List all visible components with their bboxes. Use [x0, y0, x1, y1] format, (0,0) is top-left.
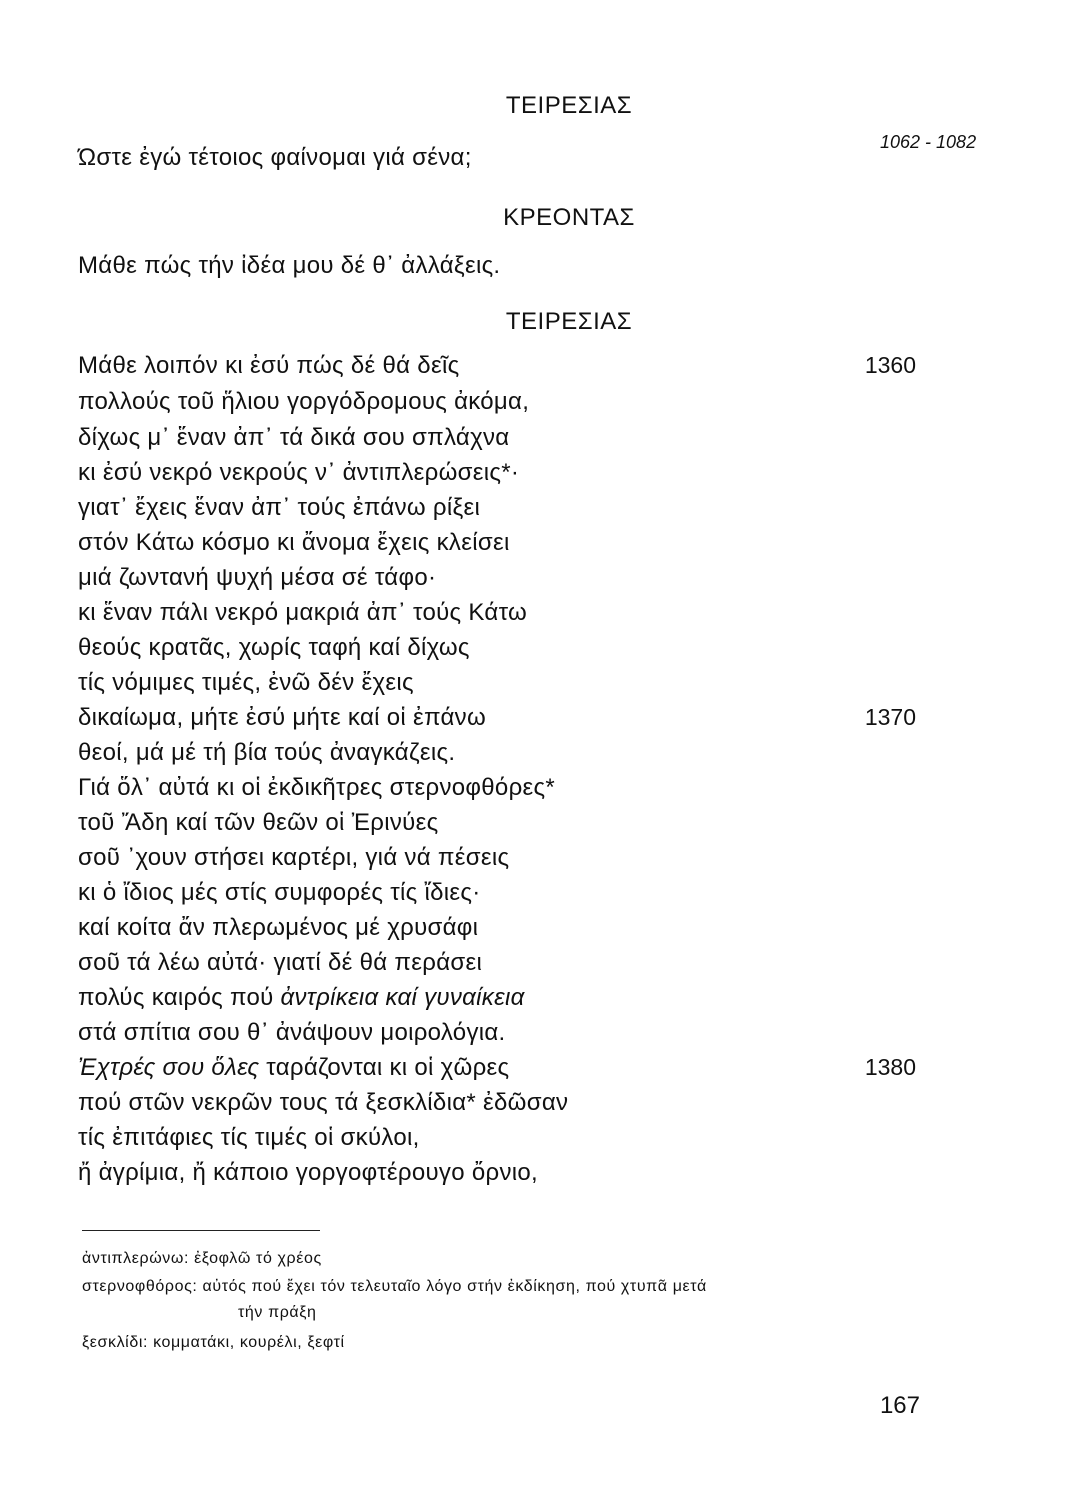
verse-text: πολύς καιρός πού — [78, 984, 281, 1011]
verse-line: Μάθε λοιπόν κι ἐσύ πώς δέ θά δεῖς — [78, 352, 460, 379]
verse-line: καί κοίτα ἄν πλερωμένος μέ χρυσάφι — [78, 914, 479, 941]
verse-text: ταράζονται κι οἱ χῶρες — [259, 1054, 510, 1081]
verse-line: πού στῶν νεκρῶν τους τά ξεσκλίδια* ἐδῶσαν — [78, 1089, 569, 1116]
speaker-heading: ΚΡΕΟΝΤΑΣ — [503, 204, 635, 231]
verse-text-italic: Ἐχτρές σου ὅλες — [78, 1054, 260, 1081]
verse-line: πολλούς τοῦ ἥλιου γοργόδρομους ἀκόμα, — [78, 388, 530, 415]
verse-line: σοῦ τά λέω αὐτά· γιατί δέ θά περάσει — [78, 949, 483, 976]
footnote: στερνοφθόρος: αὐτός πού ἔχει τόν τελευταῖο λόγο στήν ἐκδίκηση, πού χτυπᾶ μετά — [82, 1278, 707, 1295]
speaker-heading: ΤΕΙΡΕΣΙΑΣ — [505, 92, 633, 119]
verse-line: κι ἕναν πάλι νεκρό μακριά ἀπ᾽ τούς Κάτω — [78, 599, 528, 626]
verse-line: κι ἐσύ νεκρό νεκρούς ν᾽ ἀντιπλερώσεις*· — [78, 459, 520, 486]
footnote: ἀντιπλερώνω: ἐξοφλῶ τό χρέος — [82, 1250, 322, 1267]
footnote-continuation: τήν πράξη — [238, 1304, 317, 1321]
verse-line: τίς ἐπιτάφιες τίς τιμές οἱ σκύλοι, — [78, 1124, 420, 1151]
line-number: 1360 — [864, 352, 916, 378]
verse-reference: 1062 - 1082 — [880, 132, 977, 152]
verse-line: ἤ ἀγρίμια, ἤ κάποιο γοργοφτέρουγο ὄρνιο, — [78, 1159, 538, 1186]
verse-line: στά σπίτια σου θ᾽ ἀνάψουν μοιρολόγια. — [78, 1019, 506, 1046]
verse-line: Ώστε ἐγώ τέτοιος φαίνομαι γιά σένα; — [78, 144, 472, 171]
verse-line: δίχως μ᾽ ἕναν ἀπ᾽ τά δικά σου σπλάχνα — [78, 424, 510, 451]
line-number: 1370 — [864, 704, 916, 730]
verse-text-italic: ἀντρίκεια καί γυναίκεια — [280, 984, 525, 1011]
page-number: 167 — [879, 1392, 920, 1419]
verse-line: κι ὁ ἴδιος μές στίς συμφορές τίς ἴδιες· — [78, 879, 481, 906]
speaker-heading: ΤΕΙΡΕΣΙΑΣ — [505, 308, 633, 335]
verse-line: δικαίωμα, μήτε ἐσύ μήτε καί οἱ ἐπάνω — [78, 704, 486, 731]
verse-line: Γιά ὅλ᾽ αὐτά κι οἱ ἐκδικῆτρες στερνοφθόρες* — [78, 774, 556, 801]
verse-line: τίς νόμιμες τιμές, ἐνῶ δέν ἔχεις — [78, 669, 414, 696]
verse-line: μιά ζωντανή ψυχή μέσα σέ τάφο· — [78, 564, 437, 591]
verse-line: Μάθε πώς τήν ἰδέα μου δέ θ᾽ ἀλλάξεις. — [78, 252, 501, 279]
verse-line — [78, 1054, 509, 1082]
verse-line — [78, 984, 525, 1012]
verse-line: στόν Κάτω κόσμο κι ἄνομα ἔχεις κλείσει — [78, 529, 510, 556]
line-number: 1380 — [864, 1054, 916, 1080]
verse-line: τοῦ Ἄδη καί τῶν θεῶν οἱ Ἐρινύες — [78, 809, 439, 836]
verse-line: θεούς κρατᾶς, χωρίς ταφή καί δίχως — [78, 634, 470, 661]
verse-line: σοῦ ᾽χουν στήσει καρτέρι, γιά νά πέσεις — [78, 844, 510, 871]
verse-line: γιατ᾽ ἔχεις ἕναν ἀπ᾽ τούς ἐπάνω ρίξει — [78, 494, 481, 521]
footnote: ξεσκλίδι: κομματάκι, κουρέλι, ξεφτί — [82, 1334, 345, 1351]
footnote-divider — [82, 1230, 320, 1231]
verse-line: θεοί, μά μέ τή βία τούς ἀναγκάζεις. — [78, 739, 456, 766]
